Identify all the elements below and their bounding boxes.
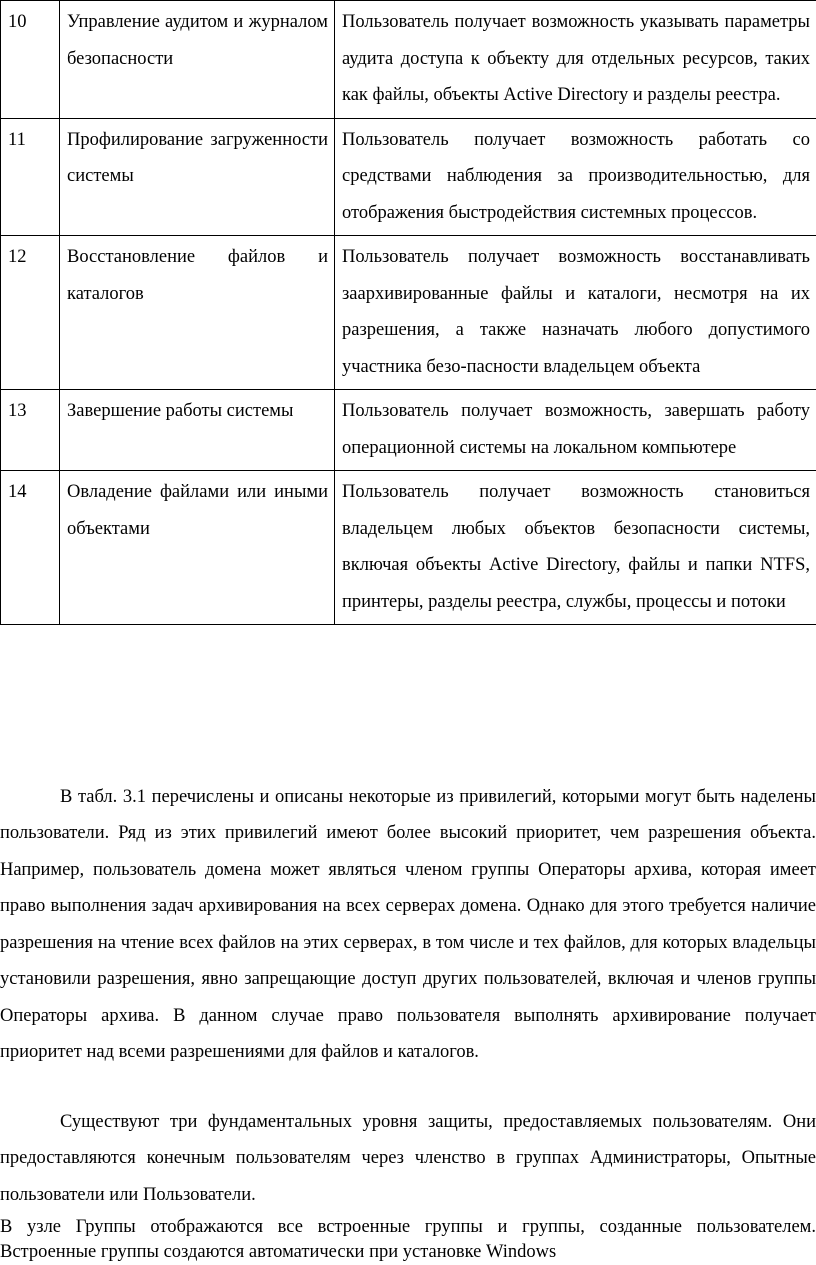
table-row: [1, 471, 816, 625]
privilege-name: Восстановление файлов и каталогов: [60, 236, 335, 390]
row-number: 14: [1, 471, 60, 625]
body-paragraph-privileges: В табл. 3.1 перечислены и описаны некоторые из привилегий, которыми могут быть наделены пользователи. Ряд из этих привилегий имеют более высокий приоритет, чем разрешения объекта. Например, пользователь домена может являться членом группы Операторы архива, которая имеет право выполнения задач архивирования на всех серверах домена. Однако для этого требуется наличие разрешения на чтение всех файлов на этих серверах, в том числе и тех файлов, для которых владельцы установили разрешения, явно запрещающие доступ других пользователей, включая и членов группы Операторы архива. В данном случае право пользователя выполнять архивирование получает приоритет над всеми разрешениями для файлов и каталогов.: [0, 786, 816, 1062]
body-paragraph-groups-node: В узле Группы отображаются все встроенные группы и группы, созданные пользователем. Встроенные группы создаются автоматически при установке Windows: [0, 1216, 816, 1262]
privilege-description: Пользователь получает возможность указывать параметры аудита доступа к объекту для отдельных ресурсов, таких как файлы, объекты Active Directory и разделы реестра.: [335, 1, 816, 119]
table-row: [1, 236, 816, 390]
privilege-name: Профилирование загруженности системы: [60, 118, 335, 236]
privilege-name: Овладение файлами или иными объектами: [60, 471, 335, 625]
privilege-description: Пользователь получает возможность восстанавливать заархивированные файлы и каталоги, несмотря на их разрешения, а также назначать любого допустимого участника безо-пасности владельцем объекта: [335, 236, 816, 390]
privileges-table: [0, 0, 816, 625]
privilege-description: Пользователь получает возможность становиться владельцем любых объектов безопасности системы, включая объекты Active Directory, файлы и папки NTFS, принтеры, разделы реестра, службы, процессы и потоки: [335, 471, 816, 625]
privilege-description: Пользователь получает возможность, завершать работу операционной системы на локальном компьютере: [335, 390, 816, 471]
row-number: 12: [1, 236, 60, 390]
row-number: 11: [1, 118, 60, 236]
row-number: 13: [1, 390, 60, 471]
table-row: [1, 1, 816, 119]
table-row: [1, 390, 816, 471]
privilege-description: Пользователь получает возможность работать со средствами наблюдения за производительностью, для отображения быстродействия системных процессов.: [335, 118, 816, 236]
privilege-name: Завершение работы системы: [60, 390, 335, 471]
row-number: 10: [1, 1, 60, 119]
table-row: [1, 118, 816, 236]
body-paragraph-protection-levels: Существуют три фундаментальных уровня защиты, предоставляемых пользователям. Они предоставляются конечным пользователям через членство в группах Администраторы, Опытные пользователи или Пользователи.: [0, 1111, 816, 1205]
privilege-name: Управление аудитом и журналом безопасности: [60, 1, 335, 119]
